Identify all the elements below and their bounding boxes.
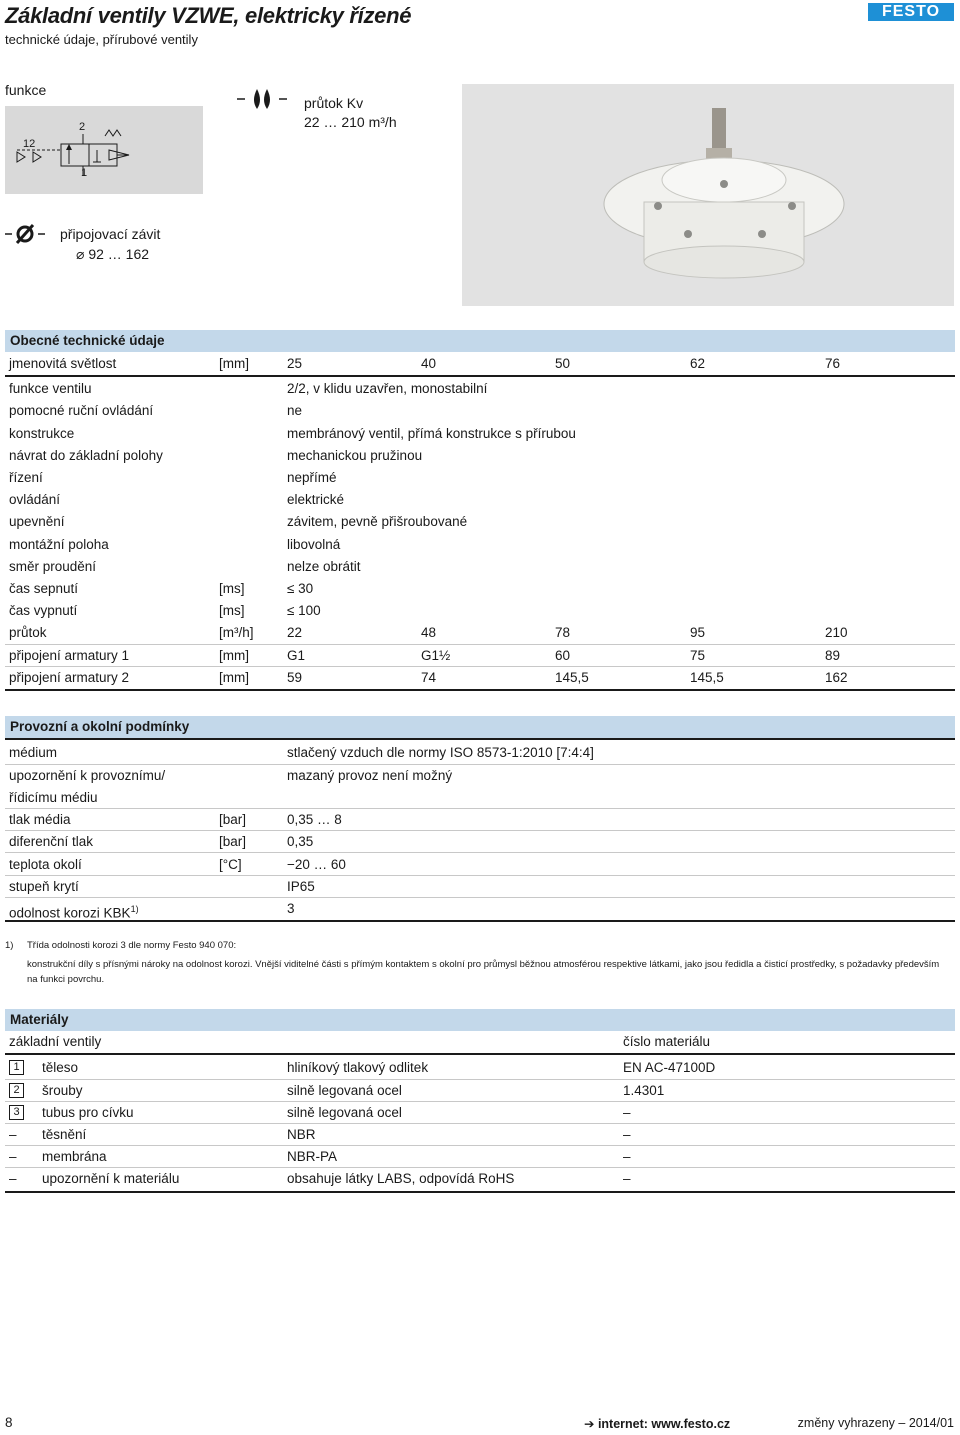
row-value: 145,5 [555, 670, 589, 685]
size-value: 76 [825, 356, 841, 371]
table-row [5, 423, 955, 445]
row-label: diferenční tlak [9, 834, 94, 849]
footer-note: změny vyhrazeny – 2014/01 [797, 1416, 954, 1430]
row-unit: [mm] [219, 648, 249, 663]
row-unit: [m³/h] [219, 625, 254, 640]
page-title: Základní ventily VZWE, elektricky řízené [5, 3, 412, 28]
row-value: závitem, pevně přišroubované [287, 514, 468, 529]
part-name: membrána [42, 1149, 107, 1164]
table-row [5, 534, 955, 556]
material: silně legovaná ocel [287, 1105, 402, 1120]
row-label: upozornění k provoznímu/ [9, 768, 166, 783]
row-label: konstrukce [9, 426, 75, 441]
row-value: nepřímé [287, 470, 337, 485]
row-unit: [ms] [219, 603, 245, 618]
table-row [5, 854, 955, 876]
row-label: čas vypnutí [9, 603, 78, 618]
row-value: elektrické [287, 492, 345, 507]
material-number: – [623, 1171, 631, 1186]
general-data-heading: Obecné technické údaje [5, 330, 955, 352]
row-value: 3 [287, 901, 295, 916]
table-row [5, 1146, 955, 1168]
row-unit: [ms] [219, 581, 245, 596]
material-number: – [623, 1149, 631, 1164]
row-unit: [mm] [219, 356, 249, 371]
row-label: návrat do základní polohy [9, 448, 163, 463]
row-label: připojení armatury 2 [9, 670, 130, 685]
part-name: těsnění [42, 1127, 87, 1142]
table-rule [5, 375, 955, 377]
part-name: šrouby [42, 1083, 83, 1098]
row-value: G1 [287, 648, 306, 663]
table-row [5, 787, 955, 809]
table-row [5, 1124, 955, 1146]
table-row [5, 645, 955, 667]
row-value: 59 [287, 670, 303, 685]
table-rule [5, 738, 955, 740]
table-row [5, 831, 955, 853]
materials-heading: Materiály [5, 1009, 955, 1031]
row-unit: [°C] [219, 857, 242, 872]
material-number: – [623, 1127, 631, 1142]
material-number: EN AC-47100D [623, 1060, 716, 1075]
row-unit: [bar] [219, 834, 247, 849]
flow-drops-icon [237, 87, 289, 111]
row-value: 162 [825, 670, 848, 685]
port-1-label: 1 [81, 167, 88, 179]
row-label: tlak média [9, 812, 71, 827]
row-label: funkce ventilu [9, 381, 92, 396]
row-value: 48 [421, 625, 437, 640]
row-value: ≤ 30 [287, 581, 314, 596]
table-row [5, 667, 955, 689]
row-label: směr proudění [9, 559, 97, 574]
row-value: ne [287, 403, 303, 418]
row-label: pomocné ruční ovládání [9, 403, 154, 418]
row-value: 2/2, v klidu uzavřen, monostabilní [287, 381, 488, 396]
row-value: 89 [825, 648, 841, 663]
flow-value: 22 … 210 m³/h [304, 114, 397, 130]
function-label: funkce [5, 82, 47, 98]
footnote-ref: 1) [130, 904, 139, 914]
table-row [5, 445, 955, 467]
table-row [5, 489, 955, 511]
row-label: médium [9, 745, 58, 760]
row-value: 74 [421, 670, 437, 685]
table-row [5, 378, 955, 400]
row-label: průtok [9, 625, 47, 640]
table-row [5, 600, 955, 622]
column-header: číslo materiálu [623, 1034, 711, 1049]
table-row [5, 809, 955, 831]
table-row [5, 742, 955, 764]
table-row [5, 467, 955, 489]
part-name: těleso [42, 1060, 79, 1075]
row-label: jmenovitá světlost [9, 356, 117, 371]
position-number: – [9, 1171, 17, 1186]
size-value: 62 [690, 356, 706, 371]
column-header: základní ventily [9, 1034, 102, 1049]
table-rule [5, 689, 955, 691]
table-rule [5, 1191, 955, 1193]
footnote-title: Třída odolnosti korozi 3 dle normy Festo 940 070: [27, 940, 237, 951]
row-label: čas sepnutí [9, 581, 79, 596]
row-label: montážní poloha [9, 537, 109, 552]
materials-header-row [5, 1031, 955, 1053]
table-row [5, 1057, 955, 1079]
table-rule [5, 1053, 955, 1055]
material-number: 1.4301 [623, 1083, 665, 1098]
row-value: membránový ventil, přímá konstrukce s přírubou [287, 426, 576, 441]
part-name: tubus pro cívku [42, 1105, 134, 1120]
row-value: mechanickou pružinou [287, 448, 423, 463]
port-12-label: 12 [23, 138, 36, 150]
material-number: – [623, 1105, 631, 1120]
footnote-marker: 1) [5, 940, 14, 951]
table-row [5, 1102, 955, 1124]
row-label: ovládání [9, 492, 61, 507]
position-number: – [9, 1127, 17, 1142]
table-rule [5, 920, 955, 922]
valve-symbol [5, 106, 203, 194]
material: obsahuje látky LABS, odpovídá RoHS [287, 1171, 515, 1186]
row-value: nelze obrátit [287, 559, 361, 574]
valve-symbol-icon [5, 106, 203, 194]
table-row [5, 898, 955, 920]
page-subtitle: technické údaje, přírubové ventily [5, 32, 198, 47]
row-value: libovolná [287, 537, 341, 552]
row-label: řídicímu médiu [9, 790, 98, 805]
arrow-right-icon: ➔ [584, 1417, 598, 1431]
size-value: 25 [287, 356, 303, 371]
row-value: stlačený vzduch dle normy ISO 8573-1:2010 [7:4:4] [287, 745, 594, 760]
table-row [5, 622, 955, 644]
row-label: řízení [9, 470, 43, 485]
row-value: 0,35 [287, 834, 314, 849]
table-row [5, 876, 955, 898]
row-value: −20 … 60 [287, 857, 346, 872]
product-photo [462, 84, 954, 306]
row-label: stupeň krytí [9, 879, 79, 894]
row-separator [5, 852, 955, 853]
table-row [5, 1168, 955, 1190]
table-row [5, 1080, 955, 1102]
operating-heading: Provozní a okolní podmínky [5, 716, 955, 738]
row-label-text: odolnost korozi KBK [9, 905, 131, 921]
material: NBR [287, 1127, 316, 1142]
material: NBR-PA [287, 1149, 338, 1164]
material: hliníkový tlakový odlitek [287, 1060, 429, 1075]
position-number: 1 [9, 1060, 24, 1075]
row-value: 95 [690, 625, 706, 640]
row-value: 22 [287, 625, 303, 640]
row-label: teplota okolí [9, 857, 82, 872]
page-number: 8 [5, 1415, 13, 1430]
row-value: 145,5 [690, 670, 724, 685]
size-value: 50 [555, 356, 571, 371]
website-link-text: internet: www.festo.cz [597, 1417, 731, 1431]
row-value: IP65 [287, 879, 315, 894]
footnote-text: konstrukční díly s přísnými nároky na odolnost korozi. Vnější viditelné části s přímým kontaktem s okolní pro průmysl běžnou atmosférou respektive látkami, jako jsou ředidla a čisticí prostředky, s požadavky především na funkci povrchu. [27, 959, 940, 985]
port-2-label: 2 [79, 121, 86, 133]
row-value: 60 [555, 648, 571, 663]
table-row [5, 400, 955, 422]
table-row [5, 578, 955, 600]
thread-label: připojovací závit [60, 226, 161, 242]
table-row [5, 511, 955, 533]
row-value: ≤ 100 [287, 603, 321, 618]
thread-value: ⌀ 92 … 162 [76, 246, 150, 262]
row-value: 78 [555, 625, 571, 640]
row-value: G1½ [421, 648, 451, 663]
position-number: – [9, 1149, 17, 1164]
row-unit: [mm] [219, 670, 249, 685]
table-row [5, 556, 955, 578]
row-label: připojení armatury 1 [9, 648, 130, 663]
website-link[interactable] [584, 1416, 730, 1431]
position-number: 3 [9, 1105, 24, 1120]
part-name: upozornění k materiálu [42, 1171, 180, 1186]
diameter-icon [5, 222, 45, 246]
nominal-size-row [5, 353, 955, 375]
row-value: 75 [690, 648, 706, 663]
row-label: upevnění [9, 514, 65, 529]
flow-label: průtok Kv [304, 95, 364, 111]
table-row [5, 765, 955, 787]
size-value: 40 [421, 356, 437, 371]
festo-logo: FESTO [868, 3, 954, 21]
row-value: 0,35 … 8 [287, 812, 342, 827]
row-value: mazaný provoz není možný [287, 768, 453, 783]
row-unit: [bar] [219, 812, 247, 827]
material: silně legovaná ocel [287, 1083, 402, 1098]
position-number: 2 [9, 1083, 24, 1098]
row-value: 210 [825, 625, 848, 640]
